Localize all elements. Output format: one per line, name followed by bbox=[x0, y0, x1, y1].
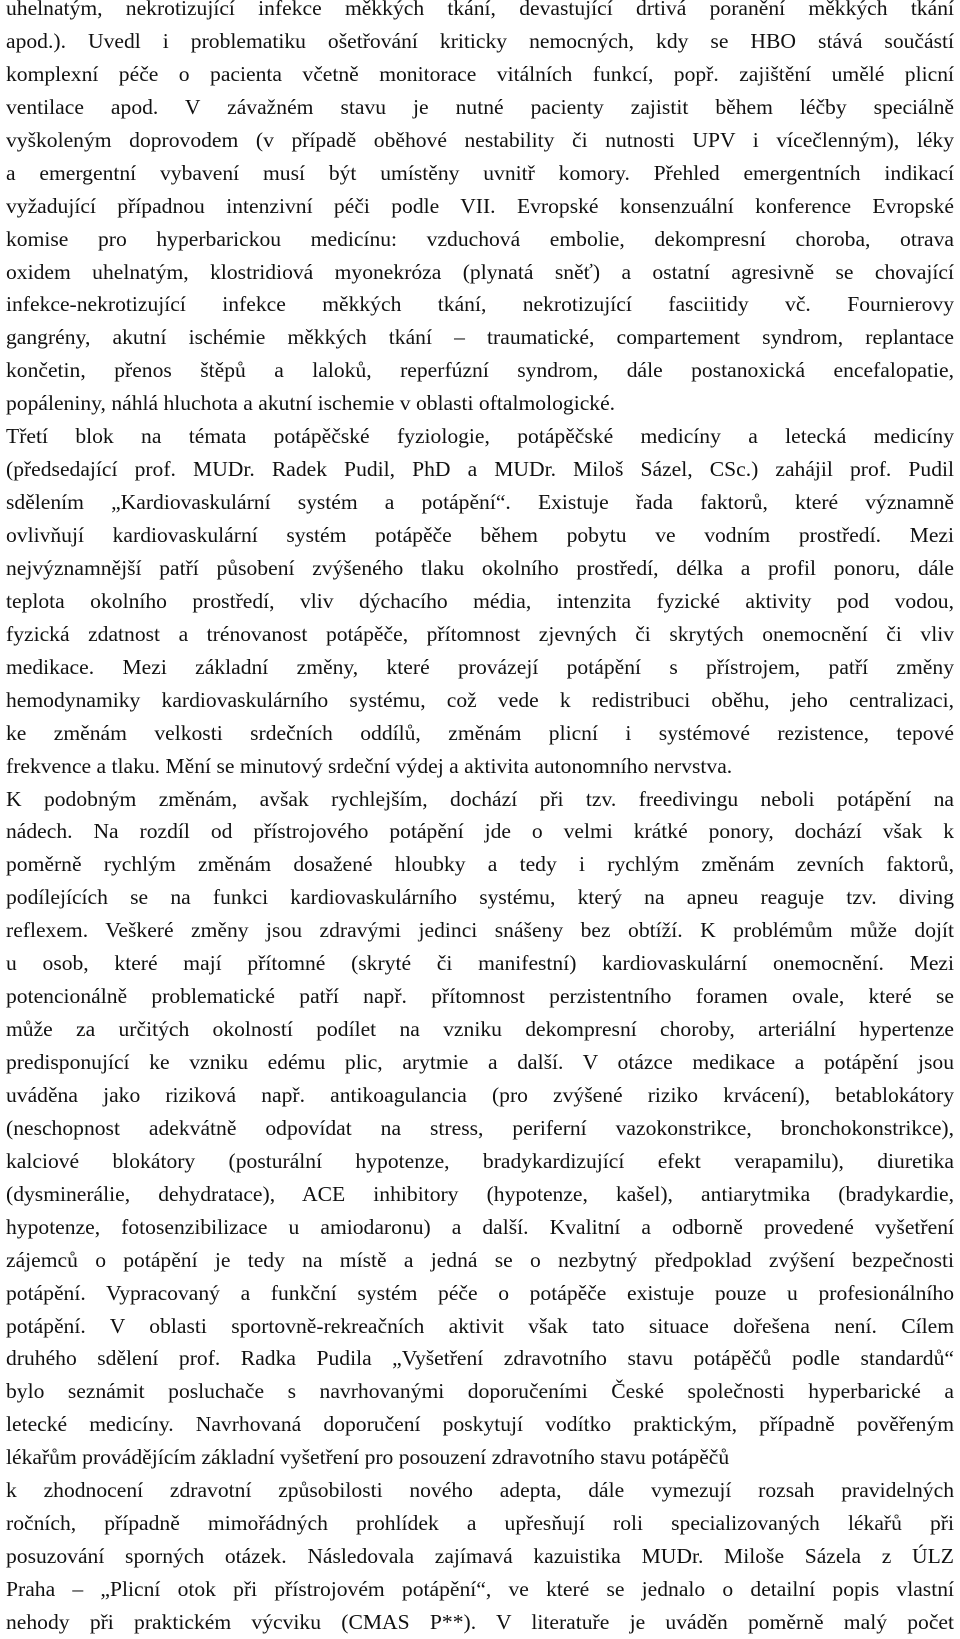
text-line: oxidem uhelnatým, klostridiová myonekróza (plynatá sněť) a ostatní agresivně se chovající bbox=[6, 259, 954, 284]
text-line: kalciové blokátory (posturální hypotenze, bradykardizující efekt verapamilu), diuretika bbox=[6, 1148, 954, 1173]
text-line: posuzování sporných otázek. Následovala zajímavá kazuistika MUDr. Miloše Sázela z ÚLZ bbox=[6, 1544, 954, 1569]
text-line: sdělením „Kardiovaskulární systém a potápění“. Existuje řada faktorů, které významně bbox=[6, 490, 954, 515]
text-line: nejvýznamnější patří působení zvýšeného tlaku okolního prostředí, délka a profil ponoru, dále bbox=[6, 555, 954, 580]
text-line: (neschopnost adekvátně odpovídat na stress, periferní vazokonstrikce, bronchokonstrikce), bbox=[6, 1115, 954, 1140]
text-line: končetin, přenos štěpů a laloků, reperfúzní syndrom, dále postanoxická encefalopatie, bbox=[6, 358, 954, 383]
text-line: Praha – „Plicní otok při přístrojovém potápění“, ve které se jednalo o detailní popis vlastní bbox=[6, 1577, 954, 1601]
text-line: potápění. Vypracovaný a funkční systém péče o potápěče existuje pouze u profesionálního bbox=[6, 1280, 954, 1305]
text-line: (dysminerálie, dehydratace), ACE inhibitory (hypotenze, kašel), antiarytmika (bradykardie, bbox=[6, 1181, 954, 1206]
text-line: vyškoleným doprovodem (v případě oběhové nestability či nutnosti UPV i vícečlenným), léky bbox=[6, 127, 954, 152]
text-line: ke změnám velkosti srdečních oddílů, změnám plicní i systémové rezistence, tepové bbox=[6, 720, 954, 745]
text-line: poměrně rychlým změnám dosažené hloubky a tedy i rychlým změnám zevních faktorů, bbox=[6, 852, 954, 877]
text-line: u osob, které mají přítomné (skryté či manifestní) kardiovaskulární onemocnění. Mezi bbox=[6, 951, 954, 976]
text-line: komplexní péče o pacienta včetně monitorace vitálních funkcí, popř. zajištění umělé plicní bbox=[6, 61, 954, 86]
text-line: hemodynamiky kardiovaskulárního systému, což vede k redistribuci oběhu, jeho centralizaci, bbox=[6, 687, 954, 712]
text-line: uváděna jako riziková např. antikoagulancia (pro zvýšené riziko krvácení), betablokátory bbox=[6, 1082, 954, 1107]
body-text bbox=[6, 0, 954, 1639]
text-line: může za určitých okolností podílet na vzniku dekompresní choroby, arteriální hypertenze bbox=[6, 1017, 954, 1042]
text-line: uhelnatým, nekrotizující infekce měkkých tkání, devastující drtivá poranění měkkých tkání bbox=[6, 0, 954, 20]
text-line: medikace. Mezi základní změny, které provázejí potápění s přístrojem, patří změny bbox=[6, 654, 954, 679]
text-line: infekce-nekrotizující infekce měkkých tkání, nekrotizující fasciitidy vč. Fournierovy bbox=[6, 292, 954, 317]
text-line: ovlivňují kardiovaskulární systém potápěče během pobytu ve vodním prostředí. Mezi bbox=[6, 523, 954, 547]
text-line: teplota okolního prostředí, vliv dýchacího média, intenzita fyzické aktivity pod vodou, bbox=[6, 588, 954, 613]
text-line: nádech. Na rozdíl od přístrojového potápění jde o velmi krátké ponory, dochází však k bbox=[6, 819, 954, 844]
text-line: fyzická zdatnost a trénovanost potápěče, přítomnost zjevných či skrytých onemocnění či vliv bbox=[6, 621, 954, 646]
text-line: predisponující ke vzniku edému plic, arytmie a další. V otázce medikace a potápění jsou bbox=[6, 1050, 954, 1074]
text-line: apod.). Uvedl i problematiku ošetřování kriticky nemocných, kdy se HBO stává součástí bbox=[6, 28, 954, 53]
text-line: a emergentní vybavení musí být umístěny uvnitř komory. Přehled emergentních indikací bbox=[6, 160, 954, 185]
text-line: hypotenze, fotosenzibilizace u amiodaronu) a další. Kvalitní a odborně provedené vyšetření bbox=[6, 1214, 954, 1239]
text-line: potápění. V oblasti sportovně-rekreačních aktivit však tato situace dořešena není. Cílem bbox=[6, 1313, 954, 1338]
text-line: lékařům provádějícím základní vyšetření pro posouzení zdravotního stavu potápěčů bbox=[6, 1445, 730, 1470]
text-line: vyžadující případnou intenzivní péči podle VII. Evropské konsenzuální konference Evropské bbox=[6, 193, 954, 218]
text-line: zájemců o potápění je tedy na místě a jedná se o nezbytný předpoklad zvýšení bezpečnosti bbox=[6, 1247, 954, 1272]
text-line: bylo seznámit posluchače s navrhovanými doporučeními České společnosti hyperbarické a bbox=[6, 1379, 954, 1404]
text-line: ročních, případně mimořádných prohlídek a upřesňují roli specializovaných lékařů při bbox=[6, 1511, 954, 1536]
text-line: reflexem. Veškeré změny jsou zdravými jedinci snášeny bez obtíží. K problémům může dojít bbox=[6, 918, 954, 943]
text-line: K podobným změnám, avšak rychlejším, dochází při tzv. freedivingu neboli potápění na bbox=[6, 786, 954, 811]
text-line: k zhodnocení zdravotní způsobilosti nového adepta, dále vymezují rozsah pravidelných bbox=[6, 1478, 954, 1503]
text-line: frekvence a tlaku. Mění se minutový srdeční výdej a aktivita autonomního nervstva. bbox=[6, 753, 733, 778]
text-line: ventilace apod. V závažném stavu je nutné pacienty zajistit během léčby speciálně bbox=[6, 94, 954, 119]
text-line: podílejících se na funkci kardiovaskulárního systému, který na apneu reaguje tzv. diving bbox=[6, 885, 954, 910]
text-line: popáleniny, náhlá hluchota a akutní ischemie v oblasti oftalmologické. bbox=[6, 391, 616, 416]
text-line: potencionálně problematické patří např. přítomnost perzistentního foramen ovale, které se bbox=[6, 984, 954, 1009]
text-line: letecké medicíny. Navrhovaná doporučení poskytují vodítko praktickým, případně pověřeným bbox=[6, 1412, 954, 1437]
text-line: druhého sdělení prof. Radka Pudila „Vyšetření zdravotního stavu potápěčů podle standardů“ bbox=[6, 1346, 954, 1371]
text-line: gangrény, akutní ischémie měkkých tkání – traumatické, compartement syndrom, replantace bbox=[6, 325, 954, 350]
text-line: (předsedající prof. MUDr. Radek Pudil, PhD a MUDr. Miloš Sázel, CSc.) zahájil prof. Pudil bbox=[6, 457, 954, 482]
text-line: nehody při praktickém výcviku (CMAS P**). V literatuře je uváděn poměrně malý počet bbox=[6, 1609, 954, 1634]
text-line: komise pro hyperbarickou medicínu: vzduchová embolie, dekompresní choroba, otrava bbox=[6, 226, 954, 251]
text-line: Třetí blok na témata potápěčské fyziologie, potápěčské medicíny a letecká medicíny bbox=[6, 424, 954, 449]
